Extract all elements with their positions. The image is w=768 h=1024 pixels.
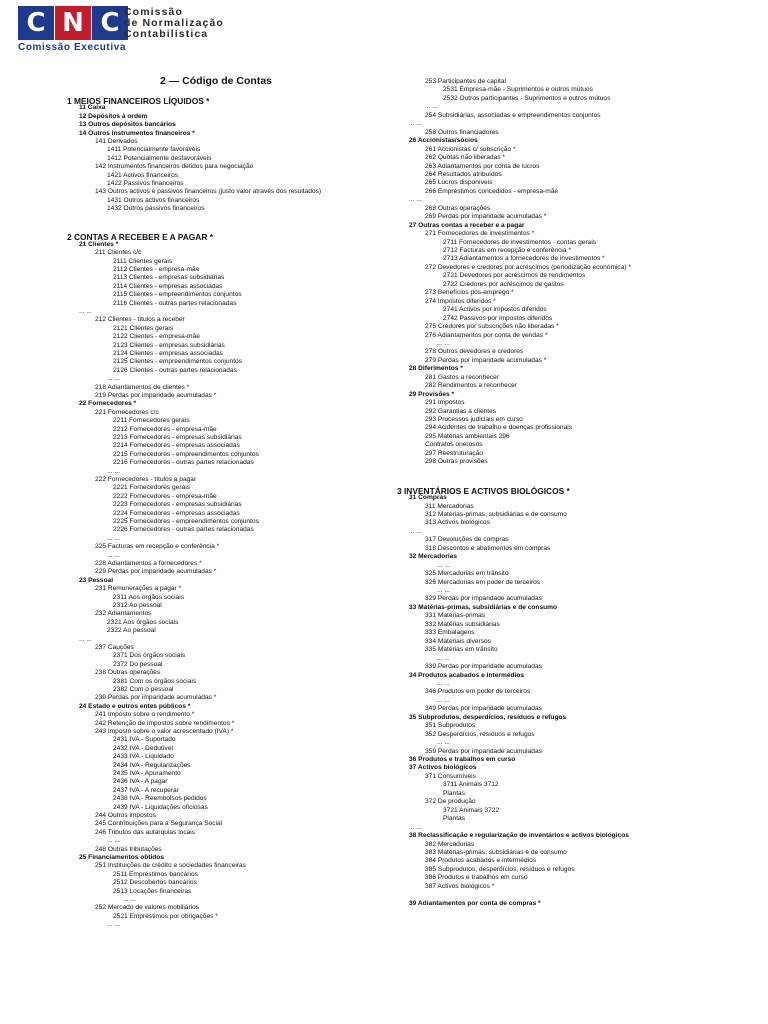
account-item: 253 Participantes de capital	[425, 78, 507, 85]
account-item: 237 Cauções	[95, 644, 134, 651]
account-item: 143 Outros activos e passivos financeiros (justo valor através dos resultados)	[95, 188, 322, 196]
account-item: 241 Imposto sobre o rendimento *	[95, 711, 195, 719]
account-item: 274 Impostos diferidos *	[425, 297, 496, 305]
account-item: 2111 Clientes gerais	[113, 257, 173, 265]
account-item: 1431 Outros activos financeiros	[107, 196, 200, 204]
account-item: 2115 Clientes - empreendimentos conjuntos	[113, 291, 242, 299]
account-item: 211 Clientes c/c	[95, 249, 142, 257]
account-item: 276 Adiantamentos por conta de vendas *	[425, 331, 548, 339]
account-item: 2512 Descobertos bancários	[113, 879, 197, 887]
account-item: ... ...	[123, 896, 136, 903]
account-item: 272 Devedores e credores por acréscimos (periodização económica) *	[425, 263, 631, 271]
account-item: 2124 Clientes - empresas associadas	[113, 350, 223, 357]
logo-letter: C	[92, 6, 128, 40]
org-line: Comissão	[124, 6, 183, 18]
logo-letter: C	[18, 6, 54, 40]
account-item: 2222 Fornecedores - empresa-mãe	[113, 492, 217, 500]
account-item: 2722 Credores por acréscimos de gastos	[443, 280, 564, 288]
account-item: 265 Lucros disponíveis	[425, 179, 493, 187]
account-item: 231 Remunerações a pagar *	[95, 585, 182, 593]
organization-name	[124, 7, 224, 40]
account-item: ... ...	[107, 551, 120, 559]
account-item: 2742 Passivos por impostos diferidos	[443, 314, 553, 322]
account-item: 252 Mercado de valores mobiliários	[95, 904, 200, 912]
account-group: 24 Estado e outros entes públicos *	[79, 702, 191, 710]
logo-letter: N	[55, 6, 91, 40]
account-item: 2436 IVA - A pagar	[113, 778, 168, 786]
account-item: 2125 Clientes - empreendimentos conjuntos	[113, 358, 243, 366]
account-item: 279 Perdas por imparidade acumuladas *	[425, 356, 547, 364]
account-item: 2226 Fornecedores - outras partes relacionadas	[113, 526, 254, 534]
account-item: 254 Subsidiárias, associadas e empreendimentos conjuntos	[425, 111, 601, 119]
account-item: 258 Outros financiadores	[425, 128, 499, 136]
account-item: 219 Perdas por imparidade acumuladas *	[95, 392, 217, 399]
account-item: 298 Outras provisões	[425, 458, 488, 466]
account-item: 2122 Clientes - empresa-mãe	[113, 333, 200, 341]
account-item: 2211 Fornecedores gerais	[113, 417, 190, 425]
account-item: 266 Empréstimos concedidos - empresa-mãe	[425, 187, 559, 195]
account-item: 262 Quotas não liberadas *	[425, 154, 505, 162]
account-item: 317 Devoluções de compras	[425, 536, 509, 544]
account-group: 22 Fornecedores *	[79, 400, 137, 408]
account-item: ... ...	[107, 837, 120, 845]
account-item: 278 Outros devedores e credores	[425, 348, 524, 356]
account-item: 221 Fornecedores c/c	[95, 408, 159, 416]
account-group: 26 Accionistas/sócios	[409, 137, 478, 145]
account-item: 294 Acidentes de trabalho e doenças profissionais	[425, 424, 572, 432]
account-item: 1412 Potencialmente desfavoráveis	[107, 154, 212, 162]
account-item: 359 Perdas por imparidade acumuladas	[425, 747, 542, 755]
section-heading: 1 MEIOS FINANCEIROS LÍQUIDOS *	[67, 96, 210, 106]
cnc-logo	[18, 6, 128, 40]
account-item: 346 Produtos em poder de terceiros	[425, 688, 531, 696]
account-item: 334 Materiais diversos	[425, 637, 491, 645]
account-group: 25 Financiamentos obtidos	[79, 854, 165, 861]
account-item: 2521 Empréstimos por obrigações *	[113, 912, 218, 920]
account-item: 2432 IVA - Dedutível	[113, 744, 173, 752]
account-item: 333 Embalagens	[425, 629, 475, 637]
account-item: 245 Contribuições para a Segurança Social	[95, 820, 223, 828]
account-item: 318 Descontos e abatimentos em compras	[425, 544, 551, 552]
account-item: 291 Impostos	[425, 399, 465, 407]
account-item: 239 Perdas por imparidade acumuladas *	[95, 694, 217, 702]
account-item: 1421 Activos financeiros	[107, 171, 179, 179]
account-item: 349 Perdas por imparidade acumuladas	[425, 705, 542, 713]
account-group: 13 Outros depósitos bancários	[79, 121, 176, 129]
account-group: 36 Produtos e trabalhos em curso	[409, 756, 516, 763]
account-item: Plantas	[443, 815, 465, 823]
account-item: 335 Matérias em trânsito	[425, 646, 498, 654]
account-group: 37 Activos biológicos	[409, 764, 477, 772]
account-item: ... ...	[437, 339, 450, 347]
account-item: 326 Mercadorias em poder de terceiros	[425, 578, 541, 586]
account-item: ... ...	[107, 534, 120, 542]
account-item: 2511 Empréstimos bancários	[113, 870, 198, 878]
account-item: 2433 IVA - Liquidado	[113, 753, 174, 761]
account-item: 243 Imposto sobre o valor acrescentado (IVA) *	[95, 728, 234, 735]
account-item: 386 Produtos e trabalhos em curso	[425, 874, 528, 882]
account-item: 271 Fornecedores de investimentos *	[425, 230, 535, 238]
account-item: 2123 Clientes - empresas subsidiárias	[113, 341, 225, 349]
account-item: 313 Activos biológicos	[425, 519, 490, 527]
account-item: 1411 Potencialmente favoráveis	[107, 146, 201, 154]
account-item: 273 Benefícios pós-emprego *	[425, 289, 514, 297]
account-item: 2435 IVA - Apuramento	[113, 770, 181, 777]
account-item: 2712 Facturas em recepção e conferência *	[443, 247, 571, 254]
account-item: 142 Instrumentos financeiros detidos para negociação	[95, 163, 254, 171]
account-item: 383 Matérias-primas, subsidiárias e de consumo	[425, 848, 567, 856]
account-item: 2434 IVA - Regularizações	[113, 761, 191, 769]
account-item: 387 Activos biológicos *	[425, 882, 495, 890]
account-group: 12 Depósitos à ordem	[79, 112, 148, 120]
account-item: ... ...	[107, 467, 120, 475]
account-item: 2711 Fornecedores de investimentos - contas gerais	[443, 238, 597, 246]
account-item: 332 Matérias subsidiárias	[425, 620, 500, 628]
account-item: 2212 Fornecedores - empresa-mãe	[113, 425, 217, 433]
account-item: 2741 Activos por impostos diferidos	[443, 306, 547, 314]
account-group: 27 Outras contas a receber e a pagar	[409, 221, 525, 229]
account-group: 31 Compras	[409, 494, 447, 502]
account-group: 21 Clientes *	[79, 240, 119, 248]
account-item: 238 Outras operações	[95, 669, 161, 677]
org-line: de Normalização	[124, 17, 224, 29]
account-item: 3721 Animais 3722	[443, 806, 500, 814]
account-item: 372 De produção	[425, 798, 476, 806]
account-item: 2126 Clientes - outras partes relacionadas	[113, 366, 237, 374]
account-item: 329 Perdas por imparidade acumuladas	[425, 595, 542, 603]
account-item: ... ...	[409, 527, 422, 535]
account-item: 261 Accionistas c/ subscrição *	[425, 145, 516, 153]
account-group: 35 Subprodutos, desperdícios, resíduos e refugos	[409, 713, 567, 721]
account-group: 32 Mercadorias	[409, 553, 458, 561]
account-item: ... ...	[79, 635, 92, 643]
account-item: 2312 Ao pessoal	[113, 602, 162, 609]
account-item: ... ...	[107, 921, 120, 929]
account-item: ... ...	[107, 375, 120, 383]
account-item: 339 Perdas por imparidade acumuladas	[425, 663, 542, 671]
org-line: Contabilística	[124, 28, 209, 40]
account-item: 1432 Outros passivos financeiros	[107, 205, 205, 213]
account-item: 225 Facturas em recepção e conferência *	[95, 543, 220, 551]
account-item: 264 Resultados atribuídos	[425, 170, 502, 178]
account-group: 23 Pessoal	[79, 576, 114, 584]
account-item: 2114 Clientes - empresas associadas	[113, 282, 223, 290]
account-group: 28 Diferimentos *	[409, 365, 463, 373]
account-item: 2532 Outros participantes - Suprimentos e outros mútuos	[443, 94, 611, 102]
account-item: ... ...	[437, 739, 450, 747]
account-item: 232 Adiantamentos	[95, 610, 152, 618]
header	[18, 6, 318, 54]
account-item: 218 Adiantamentos de clientes *	[95, 383, 190, 391]
account-item: Contratos onerosos	[425, 441, 483, 449]
account-item: 248 Outras tributações	[95, 845, 162, 853]
account-item: 2381 Com os órgãos sociais	[113, 677, 197, 685]
account-item: 2531 Empresa-mãe - Suprimentos e outros mútuos	[443, 86, 593, 94]
account-item: ... ...	[437, 654, 450, 662]
account-item: Plantas	[443, 789, 465, 797]
account-item: 2721 Devedores por acréscimos de rendimentos	[443, 272, 586, 280]
account-group: 14 Outros instrumentos financeiros *	[79, 129, 195, 137]
account-group: 38 Reclassificação e regularização de inventários e activos biológicos	[409, 832, 629, 840]
account-group: 33 Matérias-primas, subsidiárias e de consumo	[409, 603, 558, 611]
account-item: 331 Matérias-primas	[425, 612, 486, 620]
account-item: 2437 IVA - A recuperar	[113, 786, 179, 794]
account-item: 2215 Fornecedores - empreendimentos conjuntos	[113, 450, 259, 458]
account-item: ... ...	[437, 696, 450, 704]
account-item: 371 Consumíveis	[425, 772, 476, 780]
account-item: 2213 Fornecedores - empresas subsidiárias	[113, 434, 242, 441]
account-item: 384 Produtos acabados e intermédios	[425, 857, 537, 865]
account-item: 352 Desperdícios, resíduos e refugos	[425, 730, 535, 738]
section-heading: 2 CONTAS A RECEBER E A PAGAR *	[67, 232, 213, 243]
account-item: 2513 Locações financeiras	[113, 887, 192, 895]
account-item: ... ...	[409, 196, 422, 204]
account-item: 2372 Do pessoal	[113, 660, 163, 668]
account-item: 325 Mercadorias em trânsito	[425, 570, 509, 578]
account-item: 292 Garantias a clientes	[425, 407, 497, 415]
account-group: 34 Produtos acabados e intermédios	[409, 671, 525, 679]
executive-committee: Comissão Executiva	[18, 42, 127, 53]
account-group: 39 Adiantamentos por conta de compras *	[409, 899, 541, 907]
account-item: 2221 Fornecedores gerais	[113, 484, 190, 492]
account-item: 281 Gastos a reconhecer	[425, 373, 500, 381]
account-item: 2439 IVA - Liquidações oficiosas	[113, 803, 208, 811]
account-item: 2382 Com o pessoal	[113, 686, 174, 693]
account-item: 2214 Fornecedores - empresas associadas	[113, 442, 240, 450]
page-title: 2 — Código de Contas	[160, 75, 273, 87]
account-item: 2116 Clientes - outras partes relacionadas	[113, 299, 237, 307]
account-item: 2225 Fornecedores - empreendimentos conjuntos	[113, 518, 259, 525]
account-item: 222 Fornecedores - títulos a pagar	[95, 476, 197, 483]
section-heading: 3 INVENTÁRIOS E ACTIVOS BIOLÓGICOS *	[397, 485, 570, 496]
account-item: 2438 IVA - Reembolsos pedidos	[113, 795, 207, 803]
account-group: 29 Provisões *	[409, 390, 455, 398]
account-item: 3711 Animais 3712	[443, 781, 499, 789]
account-item: 212 Clientes - títulos a receber	[95, 316, 185, 324]
account-item: 2713 Adiantamentos a fornecedores de investimentos *	[443, 255, 605, 263]
account-item: ... ...	[409, 823, 422, 831]
account-item: 295 Matérias ambientais 296	[425, 432, 510, 440]
account-item: 246 Tributos das autarquias locais	[95, 828, 196, 836]
account-group: 11 Caixa	[79, 104, 106, 112]
account-item: 2321 Aos órgãos sociais	[107, 618, 179, 626]
account-item: 268 Outras operações	[425, 204, 491, 212]
account-item: 1422 Passivos financeiros	[107, 180, 184, 187]
account-item: 275 Credores por subscrições não liberadas *	[425, 323, 559, 331]
account-item: ... ...	[79, 308, 92, 315]
account-item: 2371 Dos órgãos sociais	[113, 652, 186, 660]
account-item: 282 Rendimentos a reconhecer	[425, 382, 518, 390]
account-item: ... ...	[437, 587, 450, 594]
account-item: 297 Reestruturação	[425, 449, 483, 457]
account-item: 293 Processos judiciais em curso	[425, 416, 523, 423]
account-item: 382 Mercadorias	[425, 840, 475, 848]
account-item: 311 Mercadorias	[425, 502, 474, 510]
account-item: 2431 IVA - Suportado	[113, 736, 176, 744]
account-item: 385 Subprodutos, desperdícios, resíduos e refugos	[425, 865, 575, 873]
account-item: 351 Subprodutos	[425, 722, 476, 730]
account-item: 2224 Fornecedores - empresas associadas	[113, 509, 240, 517]
account-item: 2121 Clientes gerais	[113, 324, 174, 332]
account-item: 312 Matérias-primas, subsidiárias e de consumo	[425, 510, 567, 518]
account-item: 229 Perdas por imparidade acumuladas *	[95, 568, 217, 576]
account-item: 244 Outros impostos	[95, 812, 156, 819]
account-item: ... ...	[437, 679, 450, 687]
account-item: 2322 Ao pessoal	[107, 627, 156, 635]
account-item: 2113 Clientes - empresas subsidiárias	[113, 274, 225, 282]
account-item: 242 Retenção de impostos sobre rendimentos *	[95, 719, 235, 727]
account-item: 251 Instituições de crédito e sociedades financeiras	[95, 862, 247, 870]
account-item: 263 Adiantamentos por conta de lucros	[425, 162, 540, 170]
account-item: 2112 Clientes - empresa-mãe	[113, 266, 200, 273]
account-item: ... ...	[409, 120, 422, 128]
account-item: 2216 Fornecedores - outras partes relacionadas	[113, 459, 254, 467]
account-item: 2311 Aos órgãos sociais	[113, 593, 184, 601]
account-item: ... ...	[425, 103, 438, 111]
account-item: 141 Derivados	[95, 138, 138, 145]
account-item: 2223 Fornecedores - empresas subsidiárias	[113, 501, 242, 509]
account-item: ... ...	[437, 561, 450, 569]
account-item: 269 Perdas por imparidade acumuladas *	[425, 213, 547, 221]
account-item: 228 Adiantamentos a fornecedores *	[95, 560, 202, 567]
